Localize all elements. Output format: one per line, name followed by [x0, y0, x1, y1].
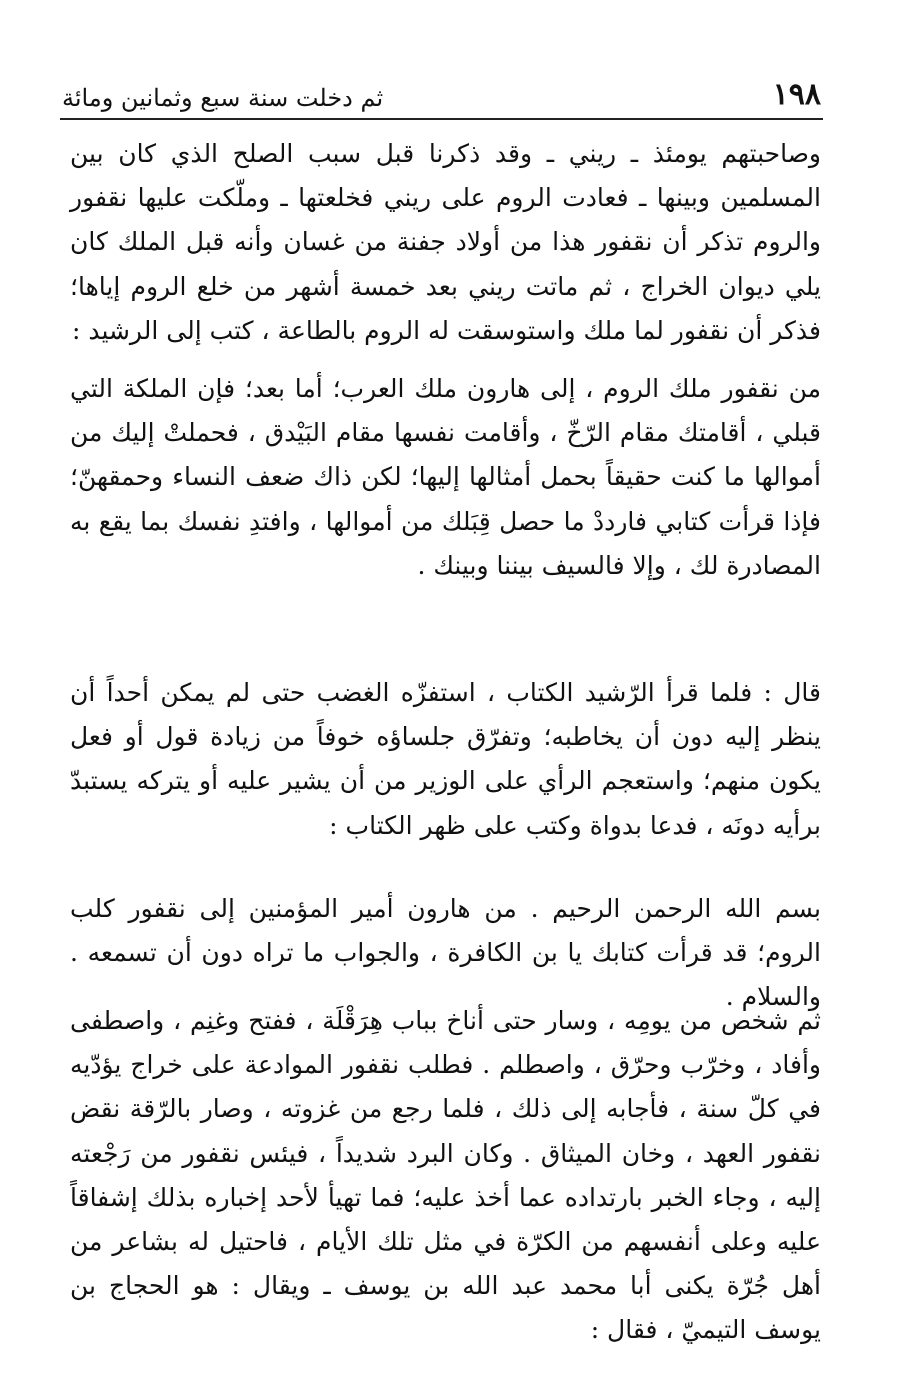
paragraph-rashid-reaction: قال : فلما قرأ الرّشيد الكتاب ، استفزّه الغضب حتى لم يمكن أحداً أن ينظر إليه دون أن يخاطبه؛ وتفرّق جلساؤه خوفاً من زيادة قول أو فعل يكون منهم؛ واستعجم الرأي على الوزير من أن يشير عليه أو يتركه يستبدّ برأيه دونَه ، فدعا بدواة وكتب على ظهر الكتاب :: [70, 678, 821, 840]
header-divider: [60, 118, 823, 120]
running-header: [62, 72, 821, 112]
paragraph-intro: وصاحبتهم يومئذ ـ ريني ـ وقد ذكرنا قبل سبب الصلح الذي كان بين المسلمين وبينها ـ فعادت الروم على ريني فخلعتها ـ وملّكت عليها نقفور والروم تذكر أن نقفور هذا من أولاد جفنة من غسان وأنه قبل الملك كان يلي ديوان الخراج ، ثم ماتت ريني بعد خمسة أشهر من خلع الروم إياها؛ فذكر أن نقفور لما ملك واستوسقت له الروم بالطاعة ، كتب إلى الرشيد :: [70, 139, 822, 345]
paragraph-rashid-reply: بسم الله الرحمن الرحيم . من هارون أمير المؤمنين إلى نقفور كلب الروم؛ قد قرأت كتابك يا بن الكافرة ، والجواب ما تراه دون أن تسمعه . والسلام .: [70, 894, 821, 1012]
running-title: ثم دخلت سنة سبع وثمانين ومائة: [62, 84, 384, 112]
paragraph-campaign: ثم شخص من يومِه ، وسار حتى أناخ بباب هِرَقْلَة ، ففتح وغنِم ، واصطفى وأفاد ، وخرّب وحرّق ، واصطلم . فطلب نقفور الموادعة على خراج يؤدّيه في كلّ سنة ، فأجابه إلى ذلك ، فلما رجع من غزوته ، وصار بالرّقة نقض نقفور العهد ، وخان الميثاق . وكان البرد شديداً ، فيئس نقفور من رَجْعته إليه ، وجاء الخبر بارتداده عما أخذ عليه؛ فما تهيأ لأحد إخباره بذلك إشفاقاً عليه وعلى أنفسهم من الكرّة في مثل تلك الأيام ، فاحتيل له بشاعر من أهل جُرّة يكنى أبا محمد عبد الله بن يوسف ـ ويقال : هو الحجاج بن يوسف التيميّ ، فقال :: [70, 1006, 821, 1345]
page-body: [70, 132, 821, 1355]
page-number: ١٩٨: [772, 77, 821, 112]
paragraph-nicephorus-letter: من نقفور ملك الروم ، إلى هارون ملك العرب؛ أما بعد؛ فإن الملكة التي قبلي ، أقامتك مقام الرّخّ ، وأقامت نفسها مقام البَيْدق ، فحملتْ إليك من أموالها ما كنت حقيقاً بحمل أمثالها إليها؛ لكن ذاك ضعف النساء وحمقهنّ؛ فإذا قرأت كتابي فارددْ ما حصل قِبَلك من أموالها ، وافتدِ نفسك بما يقع به المصادرة لك ، وإلا فالسيف بيننا وبينك .: [70, 374, 821, 580]
